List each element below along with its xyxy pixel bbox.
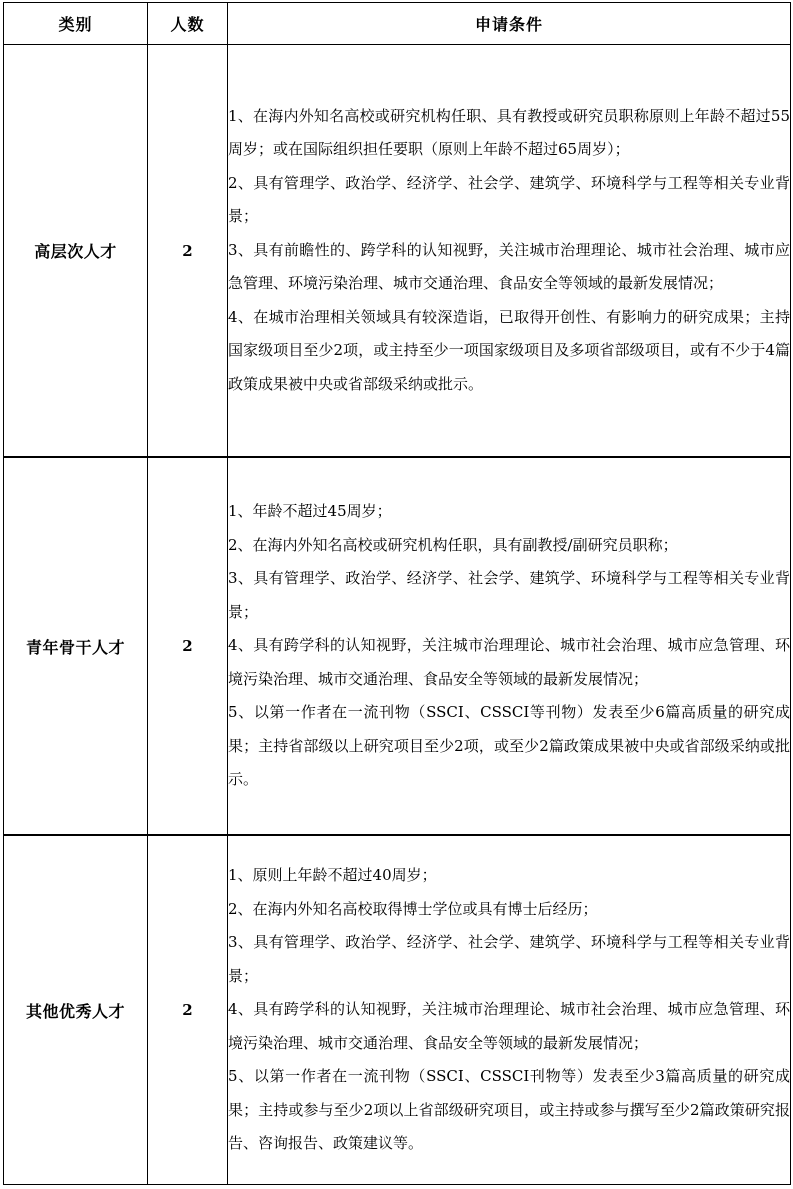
header-count: 人数	[148, 3, 228, 45]
conditions-cell	[228, 835, 791, 1185]
condition-item: 2、具有管理学、政治学、经济学、社会学、建筑学、环境科学与工程等相关专业背景；	[228, 173, 790, 226]
category-cell: 高层次人才	[4, 45, 148, 458]
condition-item: 5、以第一作者在一流刊物（SSCI、CSSCI刊物等）发表至少3篇高质量的研究成果；主持或参与至少2项以上省部级研究项目，或主持或参与撰写至少2篇政策研究报告、咨询报告、政策建议等。	[228, 1067, 790, 1153]
header-category: 类别	[4, 3, 148, 45]
count-cell: 2	[148, 457, 228, 835]
condition-item: 1、原则上年龄不超过40周岁；	[228, 866, 437, 885]
condition-item: 1、年龄不超过45周岁；	[228, 502, 392, 521]
count-cell: 2	[148, 45, 228, 458]
table-header-row	[4, 3, 791, 45]
conditions-cell	[228, 45, 791, 458]
table-row-senior-talent	[4, 45, 791, 458]
table-row-other-talent	[4, 835, 791, 1185]
condition-item: 3、具有前瞻性的、跨学科的认知视野，关注城市治理理论、城市社会治理、城市应急管理、环境污染治理、城市交通治理、食品安全等领域的最新发展情况；	[228, 240, 790, 293]
condition-item: 4、具有跨学科的认知视野，关注城市治理理论、城市社会治理、城市应急管理、环境污染治理、城市交通治理、食品安全等领域的最新发展情况；	[228, 1000, 790, 1052]
requirements-table	[3, 2, 791, 1185]
condition-item: 3、具有管理学、政治学、经济学、社会学、建筑学、环境科学与工程等相关专业背景；	[228, 569, 790, 621]
table-row-young-talent	[4, 457, 791, 835]
conditions-cell	[228, 457, 791, 835]
category-cell: 其他优秀人才	[4, 835, 148, 1185]
condition-item: 2、在海内外知名高校取得博士学位或具有博士后经历；	[228, 899, 598, 918]
condition-item: 2、在海内外知名高校或研究机构任职，具有副教授/副研究员职称；	[228, 535, 678, 554]
category-cell: 青年骨干人才	[4, 457, 148, 835]
condition-item: 3、具有管理学、政治学、经济学、社会学、建筑学、环境科学与工程等相关专业背景；	[228, 933, 790, 985]
header-conditions: 申请条件	[228, 3, 791, 45]
count-cell: 2	[148, 835, 228, 1185]
condition-item: 4、在城市治理相关领域具有较深造诣，已取得开创性、有影响力的研究成果；主持国家级项目至少2项，或主持至少一项国家级项目及多项省部级项目，或有不少于4篇政策成果被中央或省部级采纳或批示。	[228, 307, 790, 393]
condition-item: 1、在海内外知名高校或研究机构任职、具有教授或研究员职称原则上年龄不超过55周岁；或在国际组织担任要职（原则上年龄不超过65周岁）；	[228, 106, 790, 159]
condition-item: 5、以第一作者在一流刊物（SSCI、CSSCI等刊物）发表至少6篇高质量的研究成果；主持省部级以上研究项目至少2项，或至少2篇政策成果被中央或省部级采纳或批示。	[228, 703, 790, 789]
condition-item: 4、具有跨学科的认知视野，关注城市治理理论、城市社会治理、城市应急管理、环境污染治理、城市交通治理、食品安全等领域的最新发展情况；	[228, 636, 790, 688]
